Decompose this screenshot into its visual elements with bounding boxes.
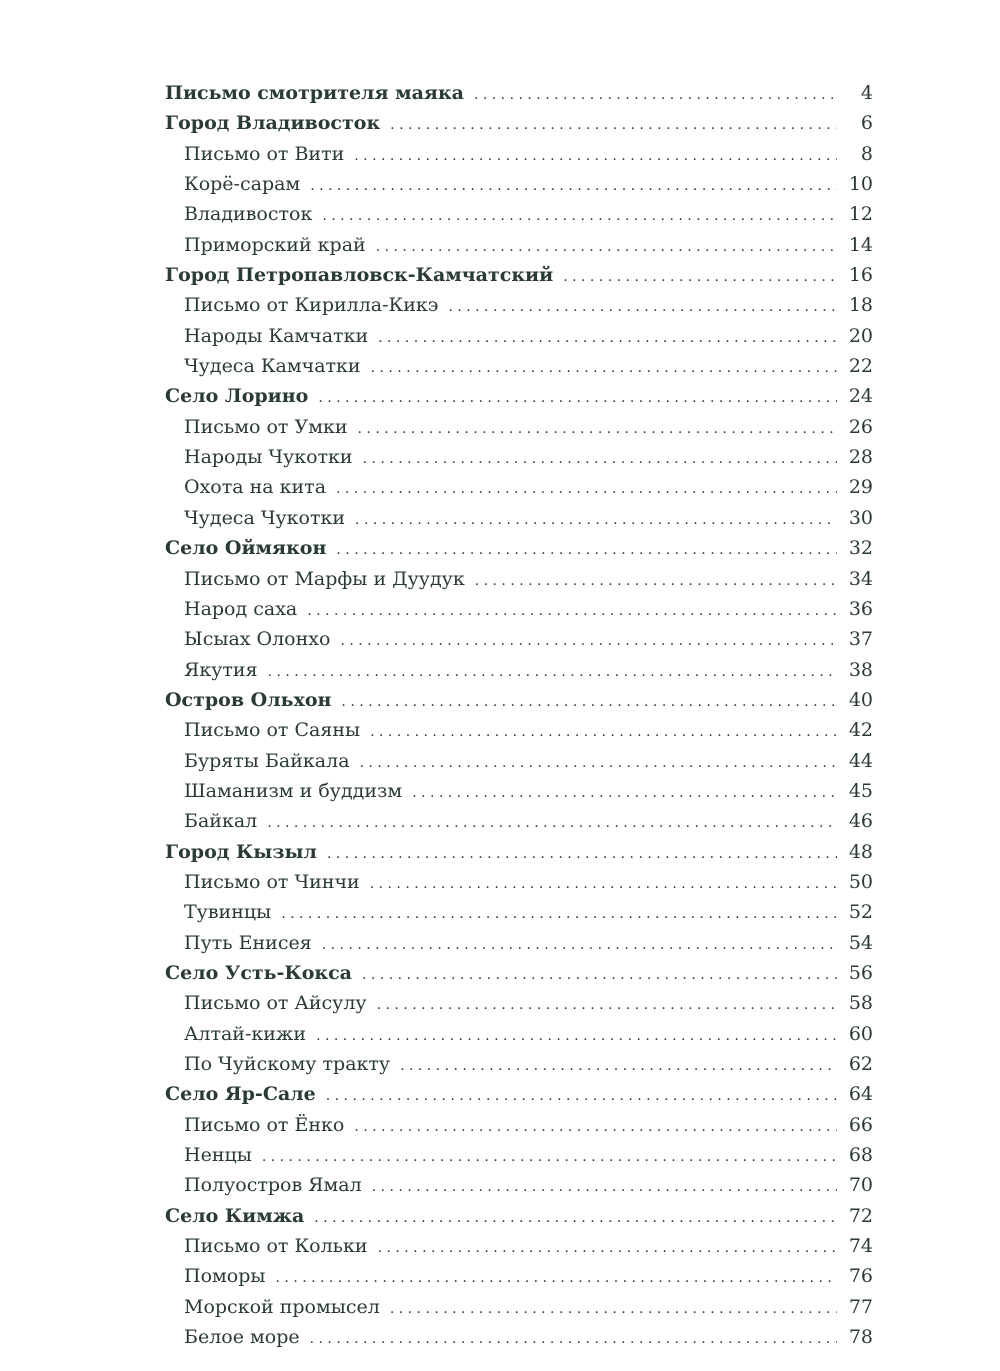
- toc-dot-leader: [322, 930, 837, 960]
- toc-dot-leader: [327, 839, 837, 869]
- toc-subsection-entry[interactable]: [165, 928, 873, 958]
- toc-subsection-entry[interactable]: [165, 503, 873, 533]
- toc-page-number: 56: [848, 961, 873, 984]
- toc-subsection-entry[interactable]: [165, 715, 873, 745]
- toc-entry-title: Письмо от Кольки: [184, 1235, 368, 1258]
- toc-dot-leader: [377, 990, 837, 1020]
- toc-entry-title: Село Лорино: [165, 385, 309, 408]
- toc-page-number: 60: [848, 1022, 873, 1045]
- toc-entry-title: Чудеса Чукотки: [184, 506, 346, 529]
- toc-entry-title: Письмо от Чинчи: [184, 870, 360, 893]
- toc-dot-leader: [310, 171, 837, 201]
- toc-subsection-entry[interactable]: [165, 655, 873, 685]
- toc-entry-title: Село Кимжа: [165, 1204, 305, 1227]
- toc-dot-leader: [475, 566, 837, 596]
- toc-entry-title: Якутия: [184, 658, 258, 681]
- toc-entry-title: Письмо смотрителя маяка: [165, 82, 464, 104]
- toc-dot-leader: [370, 717, 837, 747]
- toc-page-number: 38: [848, 658, 873, 681]
- toc-page-number: 34: [848, 567, 873, 590]
- toc-entry-title: Народ саха: [184, 597, 298, 620]
- toc-section-entry[interactable]: [165, 108, 873, 138]
- toc-page-number: 16: [848, 264, 873, 287]
- toc-page-number: 54: [848, 931, 873, 954]
- toc-page-number: 4: [860, 82, 873, 104]
- toc-entry-title: Письмо от Марфы и Дуудук: [184, 567, 465, 590]
- toc-dot-leader: [307, 596, 837, 626]
- toc-dot-leader: [318, 383, 837, 413]
- toc-entry-title: Корё-сарам: [184, 173, 301, 196]
- toc-dot-leader: [370, 869, 837, 899]
- toc-entry-title: Село Оймякон: [165, 537, 327, 560]
- toc-page-number: 46: [848, 810, 873, 833]
- toc-dot-leader: [400, 1051, 837, 1081]
- toc-page-number: 64: [848, 1083, 873, 1106]
- toc-entry-title: Буряты Байкала: [184, 749, 350, 772]
- table-of-contents: [165, 78, 873, 1352]
- toc-subsection-entry[interactable]: [165, 442, 873, 472]
- toc-page-number: 37: [848, 628, 873, 651]
- toc-section-entry[interactable]: [165, 1201, 873, 1231]
- toc-page-number: 66: [848, 1113, 873, 1136]
- toc-entry-title: Байкал: [184, 810, 258, 833]
- toc-page-number: 24: [848, 385, 873, 408]
- toc-dot-leader: [371, 353, 837, 383]
- toc-dot-leader: [474, 80, 837, 110]
- toc-subsection-entry[interactable]: [165, 624, 873, 654]
- toc-entry-title: Алтай-кижи: [184, 1022, 307, 1045]
- toc-section-entry[interactable]: [165, 837, 873, 867]
- toc-page-number: 28: [848, 446, 873, 469]
- toc-subsection-entry[interactable]: [165, 1261, 873, 1291]
- toc-dot-leader: [363, 444, 837, 474]
- toc-entry-title: Ысыах Олонхо: [184, 628, 331, 651]
- toc-section-entry[interactable]: [165, 958, 873, 988]
- toc-dot-leader: [326, 1081, 837, 1111]
- toc-entry-title: Письмо от Ёнко: [184, 1113, 345, 1136]
- toc-page-number: 18: [848, 294, 873, 317]
- toc-dot-leader: [390, 1294, 837, 1324]
- toc-subsection-entry[interactable]: [165, 594, 873, 624]
- toc-entry-title: Село Усть-Кокса: [165, 961, 352, 984]
- toc-dot-leader: [362, 960, 837, 990]
- toc-subsection-entry[interactable]: [165, 806, 873, 836]
- toc-page-number: 48: [848, 840, 873, 863]
- toc-subsection-entry[interactable]: [165, 988, 873, 1018]
- toc-entry-title: Приморский край: [184, 233, 366, 256]
- toc-entry-title: Письмо от Кирилла-Кикэ: [184, 294, 439, 317]
- toc-page-number: 22: [848, 355, 873, 378]
- toc-subsection-entry[interactable]: [165, 1019, 873, 1049]
- toc-dot-leader: [281, 899, 837, 929]
- toc-section-entry[interactable]: [165, 78, 873, 108]
- toc-subsection-entry[interactable]: [165, 1049, 873, 1079]
- toc-page-number: 45: [848, 779, 873, 802]
- toc-subsection-entry[interactable]: [165, 230, 873, 260]
- toc-dot-leader: [322, 201, 837, 231]
- toc-page-number: 72: [848, 1204, 873, 1227]
- toc-page-number: 68: [848, 1144, 873, 1167]
- toc-subsection-entry[interactable]: [165, 564, 873, 594]
- toc-entry-title: Народы Камчатки: [184, 324, 369, 347]
- toc-dot-leader: [412, 778, 837, 808]
- toc-subsection-entry[interactable]: [165, 199, 873, 229]
- toc-dot-leader: [376, 232, 837, 262]
- toc-subsection-entry[interactable]: [165, 472, 873, 502]
- toc-entry-title: Город Петропавловск-Камчатский: [165, 264, 554, 287]
- toc-subsection-entry[interactable]: [165, 321, 873, 351]
- toc-entry-title: Народы Чукотки: [184, 446, 353, 469]
- toc-page-number: 10: [848, 173, 873, 196]
- toc-entry-title: Остров Ольхон: [165, 688, 332, 711]
- toc-subsection-entry[interactable]: [165, 897, 873, 927]
- toc-section-entry[interactable]: [165, 381, 873, 411]
- toc-entry-title: Город Кызыл: [165, 840, 317, 863]
- toc-page-number: 26: [848, 415, 873, 438]
- toc-entry-title: Полуостров Ямал: [184, 1174, 362, 1197]
- toc-dot-leader: [354, 1112, 837, 1142]
- toc-subsection-entry[interactable]: [165, 412, 873, 442]
- toc-entry-title: По Чуйскому тракту: [184, 1053, 391, 1075]
- toc-dot-leader: [563, 262, 837, 292]
- toc-entry-title: Село Яр-Сале: [165, 1083, 316, 1106]
- toc-page-number: 62: [848, 1053, 873, 1075]
- toc-dot-leader: [268, 657, 837, 687]
- toc-section-entry[interactable]: [165, 260, 873, 290]
- toc-entry-title: Письмо от Саяны: [184, 719, 361, 742]
- toc-subsection-entry[interactable]: [165, 351, 873, 381]
- toc-entry-title: Владивосток: [184, 203, 313, 226]
- toc-subsection-entry[interactable]: [165, 1322, 873, 1352]
- toc-entry-title: Охота на кита: [184, 476, 327, 499]
- toc-subsection-entry[interactable]: [165, 776, 873, 806]
- toc-page-number: 6: [860, 112, 873, 135]
- toc-page-number: 12: [848, 203, 873, 226]
- toc-page-number: 8: [860, 142, 873, 165]
- toc-page-number: 76: [848, 1265, 873, 1288]
- toc-section-entry[interactable]: [165, 685, 873, 715]
- toc-dot-leader: [358, 414, 837, 444]
- toc-page-number: 77: [848, 1295, 873, 1318]
- toc-entry-title: Тувинцы: [184, 901, 272, 924]
- toc-subsection-entry[interactable]: [165, 1231, 873, 1261]
- toc-dot-leader: [341, 687, 837, 717]
- toc-page-number: 50: [848, 870, 873, 893]
- toc-dot-leader: [340, 626, 837, 656]
- toc-entry-title: Морской промысел: [184, 1295, 380, 1318]
- toc-entry-title: Письмо от Айсулу: [184, 992, 367, 1015]
- toc-dot-leader: [355, 505, 837, 535]
- toc-subsection-entry[interactable]: [165, 1140, 873, 1170]
- toc-subsection-entry[interactable]: [165, 290, 873, 320]
- toc-dot-leader: [378, 323, 837, 353]
- toc-page-number: 42: [848, 719, 873, 742]
- toc-section-entry[interactable]: [165, 533, 873, 563]
- toc-page-number: 52: [848, 901, 873, 924]
- toc-dot-leader: [390, 110, 837, 140]
- toc-page-number: 36: [848, 597, 873, 620]
- toc-entry-title: Письмо от Вити: [184, 142, 345, 165]
- toc-entry-title: Город Владивосток: [165, 112, 381, 135]
- toc-subsection-entry[interactable]: [165, 1110, 873, 1140]
- toc-dot-leader: [316, 1021, 837, 1051]
- toc-page-number: 14: [848, 233, 873, 256]
- toc-dot-leader: [267, 808, 837, 838]
- toc-page-number: 20: [848, 324, 873, 347]
- toc-dot-leader: [336, 474, 837, 504]
- toc-entry-title: Поморы: [184, 1265, 266, 1288]
- toc-dot-leader: [360, 748, 837, 778]
- toc-page-number: 32: [848, 537, 873, 560]
- toc-subsection-entry[interactable]: [165, 867, 873, 897]
- toc-dot-leader: [372, 1172, 837, 1202]
- toc-entry-title: Путь Енисея: [184, 931, 312, 954]
- toc-dot-leader: [314, 1203, 837, 1233]
- toc-page-number: 58: [848, 992, 873, 1015]
- toc-dot-leader: [448, 292, 837, 322]
- toc-dot-leader: [310, 1324, 837, 1354]
- toc-page-number: 78: [848, 1326, 873, 1349]
- toc-page-number: 70: [848, 1174, 873, 1197]
- toc-entry-title: Письмо от Умки: [184, 415, 348, 438]
- toc-dot-leader: [262, 1142, 837, 1172]
- toc-subsection-entry[interactable]: [165, 1292, 873, 1322]
- toc-dot-leader: [276, 1263, 837, 1293]
- toc-entry-title: Чудеса Камчатки: [184, 355, 361, 378]
- toc-entry-title: Ненцы: [184, 1144, 252, 1167]
- toc-page-number: 29: [848, 476, 873, 499]
- toc-page-number: 74: [848, 1235, 873, 1258]
- toc-dot-leader: [336, 535, 837, 565]
- toc-page-number: 40: [848, 688, 873, 711]
- toc-dot-leader: [354, 141, 837, 171]
- toc-entry-title: Шаманизм и буддизм: [184, 779, 403, 802]
- toc-page-number: 30: [848, 506, 873, 529]
- toc-dot-leader: [378, 1233, 837, 1263]
- toc-section-entry[interactable]: [165, 1079, 873, 1109]
- toc-subsection-entry[interactable]: [165, 169, 873, 199]
- toc-subsection-entry[interactable]: [165, 139, 873, 169]
- toc-entry-title: Белое море: [184, 1326, 300, 1349]
- toc-subsection-entry[interactable]: [165, 746, 873, 776]
- toc-subsection-entry[interactable]: [165, 1170, 873, 1200]
- toc-page-number: 44: [848, 749, 873, 772]
